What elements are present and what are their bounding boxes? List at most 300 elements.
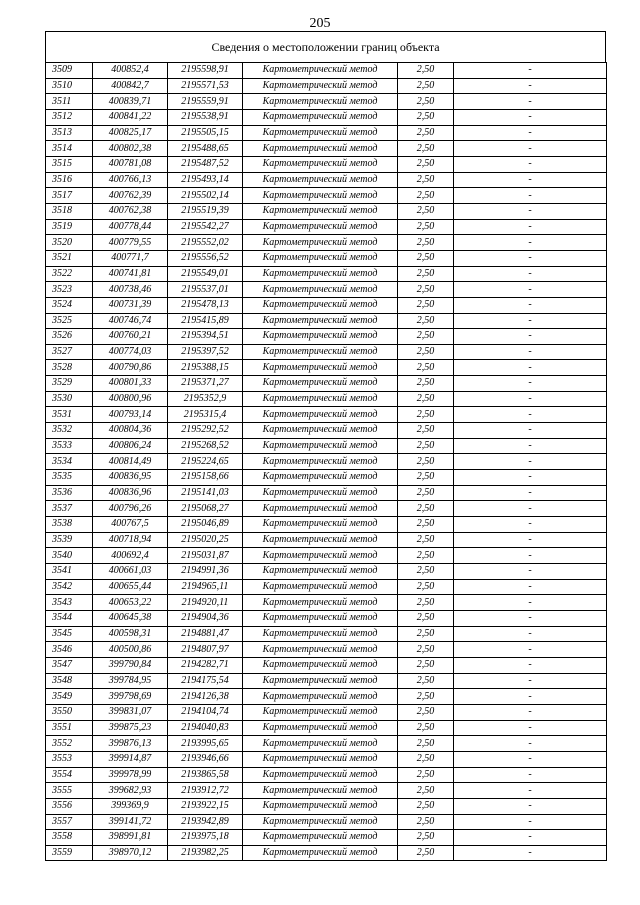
accuracy-cell: 2,50: [398, 626, 454, 642]
point-number-cell: 3510: [46, 78, 93, 94]
y-coordinate-cell: 2193975,18: [168, 830, 243, 846]
x-coordinate-cell: 399831,07: [93, 704, 168, 720]
accuracy-cell: 2,50: [398, 125, 454, 141]
x-coordinate-cell: 400598,31: [93, 626, 168, 642]
x-coordinate-cell: 400760,21: [93, 329, 168, 345]
point-number-cell: 3527: [46, 344, 93, 360]
description-cell: -: [454, 391, 607, 407]
y-coordinate-cell: 2195158,66: [168, 470, 243, 486]
point-number-cell: 3526: [46, 329, 93, 345]
method-cell: Картометрический метод: [243, 235, 398, 251]
x-coordinate-cell: 399790,84: [93, 657, 168, 673]
point-number-cell: 3521: [46, 250, 93, 266]
x-coordinate-cell: 400836,96: [93, 485, 168, 501]
description-cell: -: [454, 313, 607, 329]
table-row: [46, 767, 607, 783]
table-row: [46, 156, 607, 172]
description-cell: -: [454, 485, 607, 501]
method-cell: Картометрический метод: [243, 830, 398, 846]
table-row: [46, 830, 607, 846]
table-row: [46, 454, 607, 470]
accuracy-cell: 2,50: [398, 219, 454, 235]
accuracy-cell: 2,50: [398, 845, 454, 861]
description-cell: -: [454, 282, 607, 298]
table-row: [46, 203, 607, 219]
accuracy-cell: 2,50: [398, 376, 454, 392]
point-number-cell: 3557: [46, 814, 93, 830]
table-row: [46, 423, 607, 439]
point-number-cell: 3539: [46, 532, 93, 548]
method-cell: Картометрический метод: [243, 63, 398, 79]
table-row: [46, 250, 607, 266]
point-number-cell: 3512: [46, 109, 93, 125]
point-number-cell: 3528: [46, 360, 93, 376]
x-coordinate-cell: 400841,22: [93, 109, 168, 125]
y-coordinate-cell: 2193865,58: [168, 767, 243, 783]
y-coordinate-cell: 2195538,91: [168, 109, 243, 125]
point-number-cell: 3547: [46, 657, 93, 673]
method-cell: Картометрический метод: [243, 109, 398, 125]
accuracy-cell: 2,50: [398, 250, 454, 266]
description-cell: -: [454, 156, 607, 172]
point-number-cell: 3542: [46, 579, 93, 595]
accuracy-cell: 2,50: [398, 63, 454, 79]
accuracy-cell: 2,50: [398, 172, 454, 188]
method-cell: Картометрический метод: [243, 329, 398, 345]
table-row: [46, 235, 607, 251]
point-number-cell: 3540: [46, 548, 93, 564]
method-cell: Картометрический метод: [243, 720, 398, 736]
accuracy-cell: 2,50: [398, 783, 454, 799]
accuracy-cell: 2,50: [398, 438, 454, 454]
accuracy-cell: 2,50: [398, 109, 454, 125]
method-cell: Картометрический метод: [243, 814, 398, 830]
point-number-cell: 3559: [46, 845, 93, 861]
description-cell: -: [454, 845, 607, 861]
table-row: [46, 751, 607, 767]
accuracy-cell: 2,50: [398, 673, 454, 689]
accuracy-cell: 2,50: [398, 203, 454, 219]
table-row: [46, 297, 607, 313]
accuracy-cell: 2,50: [398, 485, 454, 501]
description-cell: -: [454, 798, 607, 814]
table-row: [46, 438, 607, 454]
y-coordinate-cell: 2193912,72: [168, 783, 243, 799]
x-coordinate-cell: 399978,99: [93, 767, 168, 783]
point-number-cell: 3552: [46, 736, 93, 752]
x-coordinate-cell: 400661,03: [93, 564, 168, 580]
y-coordinate-cell: 2193995,65: [168, 736, 243, 752]
description-cell: -: [454, 814, 607, 830]
x-coordinate-cell: 400731,39: [93, 297, 168, 313]
y-coordinate-cell: 2195552,02: [168, 235, 243, 251]
table-row: [46, 188, 607, 204]
point-number-cell: 3544: [46, 610, 93, 626]
accuracy-cell: 2,50: [398, 266, 454, 282]
description-cell: -: [454, 78, 607, 94]
accuracy-cell: 2,50: [398, 657, 454, 673]
description-cell: -: [454, 579, 607, 595]
description-cell: -: [454, 109, 607, 125]
method-cell: Картометрический метод: [243, 517, 398, 533]
method-cell: Картометрический метод: [243, 532, 398, 548]
description-cell: -: [454, 423, 607, 439]
table-row: [46, 360, 607, 376]
y-coordinate-cell: 2195068,27: [168, 501, 243, 517]
y-coordinate-cell: 2195371,27: [168, 376, 243, 392]
x-coordinate-cell: 400804,36: [93, 423, 168, 439]
y-coordinate-cell: 2195020,25: [168, 532, 243, 548]
accuracy-cell: 2,50: [398, 156, 454, 172]
table-row: [46, 657, 607, 673]
table-row: [46, 172, 607, 188]
table-row: [46, 517, 607, 533]
method-cell: Картометрический метод: [243, 391, 398, 407]
y-coordinate-cell: 2195352,9: [168, 391, 243, 407]
description-cell: -: [454, 689, 607, 705]
method-cell: Картометрический метод: [243, 203, 398, 219]
y-coordinate-cell: 2195292,52: [168, 423, 243, 439]
x-coordinate-cell: 400692,4: [93, 548, 168, 564]
x-coordinate-cell: 400655,44: [93, 579, 168, 595]
point-number-cell: 3556: [46, 798, 93, 814]
x-coordinate-cell: 400746,74: [93, 313, 168, 329]
method-cell: Картометрический метод: [243, 141, 398, 157]
x-coordinate-cell: 400762,38: [93, 203, 168, 219]
point-number-cell: 3534: [46, 454, 93, 470]
table-row: [46, 282, 607, 298]
accuracy-cell: 2,50: [398, 313, 454, 329]
accuracy-cell: 2,50: [398, 360, 454, 376]
description-cell: -: [454, 830, 607, 846]
table-row: [46, 376, 607, 392]
point-number-cell: 3525: [46, 313, 93, 329]
description-cell: -: [454, 673, 607, 689]
description-cell: -: [454, 517, 607, 533]
accuracy-cell: 2,50: [398, 642, 454, 658]
point-number-cell: 3550: [46, 704, 93, 720]
method-cell: Картометрический метод: [243, 344, 398, 360]
x-coordinate-cell: 399682,93: [93, 783, 168, 799]
page-number: 205: [309, 16, 331, 31]
x-coordinate-cell: 400779,55: [93, 235, 168, 251]
method-cell: Картометрический метод: [243, 704, 398, 720]
y-coordinate-cell: 2194920,11: [168, 595, 243, 611]
y-coordinate-cell: 2195046,89: [168, 517, 243, 533]
table-row: [46, 548, 607, 564]
x-coordinate-cell: 400766,13: [93, 172, 168, 188]
table-row: [46, 485, 607, 501]
accuracy-cell: 2,50: [398, 579, 454, 595]
x-coordinate-cell: 400762,39: [93, 188, 168, 204]
table-row: [46, 736, 607, 752]
accuracy-cell: 2,50: [398, 423, 454, 439]
accuracy-cell: 2,50: [398, 610, 454, 626]
description-cell: -: [454, 704, 607, 720]
point-number-cell: 3549: [46, 689, 93, 705]
point-number-cell: 3530: [46, 391, 93, 407]
accuracy-cell: 2,50: [398, 94, 454, 110]
point-number-cell: 3555: [46, 783, 93, 799]
x-coordinate-cell: 399875,23: [93, 720, 168, 736]
y-coordinate-cell: 2195549,01: [168, 266, 243, 282]
table-row: [46, 63, 607, 79]
point-number-cell: 3509: [46, 63, 93, 79]
method-cell: Картометрический метод: [243, 188, 398, 204]
description-cell: -: [454, 610, 607, 626]
accuracy-cell: 2,50: [398, 564, 454, 580]
table-row: [46, 783, 607, 799]
method-cell: Картометрический метод: [243, 313, 398, 329]
point-number-cell: 3518: [46, 203, 93, 219]
accuracy-cell: 2,50: [398, 751, 454, 767]
table-row: [46, 704, 607, 720]
description-cell: -: [454, 767, 607, 783]
method-cell: Картометрический метод: [243, 94, 398, 110]
table-row: [46, 329, 607, 345]
method-cell: Картометрический метод: [243, 767, 398, 783]
method-cell: Картометрический метод: [243, 642, 398, 658]
y-coordinate-cell: 2195537,01: [168, 282, 243, 298]
table-row: [46, 689, 607, 705]
description-cell: -: [454, 219, 607, 235]
boundary-table-sheet: [45, 31, 606, 861]
description-cell: -: [454, 454, 607, 470]
y-coordinate-cell: 2194282,71: [168, 657, 243, 673]
table-row: [46, 814, 607, 830]
accuracy-cell: 2,50: [398, 704, 454, 720]
point-number-cell: 3517: [46, 188, 93, 204]
accuracy-cell: 2,50: [398, 736, 454, 752]
table-row: [46, 470, 607, 486]
accuracy-cell: 2,50: [398, 767, 454, 783]
point-number-cell: 3535: [46, 470, 93, 486]
y-coordinate-cell: 2194965,11: [168, 579, 243, 595]
accuracy-cell: 2,50: [398, 297, 454, 313]
x-coordinate-cell: 399784,95: [93, 673, 168, 689]
point-number-cell: 3513: [46, 125, 93, 141]
table-row: [46, 109, 607, 125]
accuracy-cell: 2,50: [398, 141, 454, 157]
x-coordinate-cell: 400774,03: [93, 344, 168, 360]
y-coordinate-cell: 2194904,36: [168, 610, 243, 626]
method-cell: Картометрический метод: [243, 172, 398, 188]
method-cell: Картометрический метод: [243, 470, 398, 486]
x-coordinate-cell: 400741,81: [93, 266, 168, 282]
y-coordinate-cell: 2195542,27: [168, 219, 243, 235]
accuracy-cell: 2,50: [398, 720, 454, 736]
point-number-cell: 3532: [46, 423, 93, 439]
y-coordinate-cell: 2195397,52: [168, 344, 243, 360]
y-coordinate-cell: 2195519,39: [168, 203, 243, 219]
table-row: [46, 532, 607, 548]
description-cell: -: [454, 141, 607, 157]
description-cell: -: [454, 642, 607, 658]
x-coordinate-cell: 400842,7: [93, 78, 168, 94]
y-coordinate-cell: 2195488,65: [168, 141, 243, 157]
y-coordinate-cell: 2195505,15: [168, 125, 243, 141]
description-cell: -: [454, 203, 607, 219]
y-coordinate-cell: 2195502,14: [168, 188, 243, 204]
table-row: [46, 595, 607, 611]
x-coordinate-cell: 400781,08: [93, 156, 168, 172]
accuracy-cell: 2,50: [398, 235, 454, 251]
y-coordinate-cell: 2195315,4: [168, 407, 243, 423]
y-coordinate-cell: 2193942,89: [168, 814, 243, 830]
description-cell: -: [454, 626, 607, 642]
y-coordinate-cell: 2194881,47: [168, 626, 243, 642]
method-cell: Картометрический метод: [243, 751, 398, 767]
table-row: [46, 266, 607, 282]
accuracy-cell: 2,50: [398, 407, 454, 423]
method-cell: Картометрический метод: [243, 798, 398, 814]
table-row: [46, 391, 607, 407]
point-number-cell: 3553: [46, 751, 93, 767]
accuracy-cell: 2,50: [398, 391, 454, 407]
point-number-cell: 3536: [46, 485, 93, 501]
accuracy-cell: 2,50: [398, 798, 454, 814]
point-number-cell: 3541: [46, 564, 93, 580]
description-cell: -: [454, 564, 607, 580]
y-coordinate-cell: 2193922,15: [168, 798, 243, 814]
method-cell: Картометрический метод: [243, 423, 398, 439]
point-number-cell: 3546: [46, 642, 93, 658]
table-row: [46, 798, 607, 814]
method-cell: Картометрический метод: [243, 595, 398, 611]
description-cell: -: [454, 751, 607, 767]
x-coordinate-cell: 400806,24: [93, 438, 168, 454]
y-coordinate-cell: 2194040,83: [168, 720, 243, 736]
point-number-cell: 3545: [46, 626, 93, 642]
point-number-cell: 3514: [46, 141, 93, 157]
table-row: [46, 125, 607, 141]
y-coordinate-cell: 2195268,52: [168, 438, 243, 454]
method-cell: Картометрический метод: [243, 673, 398, 689]
y-coordinate-cell: 2194175,54: [168, 673, 243, 689]
method-cell: Картометрический метод: [243, 78, 398, 94]
point-number-cell: 3537: [46, 501, 93, 517]
point-number-cell: 3515: [46, 156, 93, 172]
x-coordinate-cell: 400790,86: [93, 360, 168, 376]
table-row: [46, 78, 607, 94]
y-coordinate-cell: 2195559,91: [168, 94, 243, 110]
x-coordinate-cell: 400718,94: [93, 532, 168, 548]
accuracy-cell: 2,50: [398, 329, 454, 345]
description-cell: -: [454, 657, 607, 673]
x-coordinate-cell: 400793,14: [93, 407, 168, 423]
y-coordinate-cell: 2195224,65: [168, 454, 243, 470]
x-coordinate-cell: 400836,95: [93, 470, 168, 486]
table-row: [46, 407, 607, 423]
point-number-cell: 3551: [46, 720, 93, 736]
table-row: [46, 219, 607, 235]
description-cell: -: [454, 720, 607, 736]
accuracy-cell: 2,50: [398, 532, 454, 548]
y-coordinate-cell: 2195394,51: [168, 329, 243, 345]
x-coordinate-cell: 400796,26: [93, 501, 168, 517]
table-row: [46, 344, 607, 360]
table-row: [46, 845, 607, 861]
table-row: [46, 94, 607, 110]
method-cell: Картометрический метод: [243, 783, 398, 799]
description-cell: -: [454, 172, 607, 188]
method-cell: Картометрический метод: [243, 125, 398, 141]
description-cell: -: [454, 329, 607, 345]
method-cell: Картометрический метод: [243, 485, 398, 501]
y-coordinate-cell: 2195571,53: [168, 78, 243, 94]
y-coordinate-cell: 2195141,03: [168, 485, 243, 501]
point-number-cell: 3522: [46, 266, 93, 282]
x-coordinate-cell: 398970,12: [93, 845, 168, 861]
description-cell: -: [454, 438, 607, 454]
x-coordinate-cell: 399798,69: [93, 689, 168, 705]
method-cell: Картометрический метод: [243, 376, 398, 392]
point-number-cell: 3523: [46, 282, 93, 298]
method-cell: Картометрический метод: [243, 579, 398, 595]
table-title: Сведения о местоположении границ объекта: [45, 31, 606, 62]
accuracy-cell: 2,50: [398, 78, 454, 94]
y-coordinate-cell: 2193946,66: [168, 751, 243, 767]
description-cell: -: [454, 125, 607, 141]
description-cell: -: [454, 235, 607, 251]
accuracy-cell: 2,50: [398, 282, 454, 298]
method-cell: Картометрический метод: [243, 219, 398, 235]
table-body: [46, 63, 607, 861]
x-coordinate-cell: 400653,22: [93, 595, 168, 611]
x-coordinate-cell: 399141,72: [93, 814, 168, 830]
point-number-cell: 3529: [46, 376, 93, 392]
method-cell: Картометрический метод: [243, 297, 398, 313]
description-cell: -: [454, 736, 607, 752]
method-cell: Картометрический метод: [243, 282, 398, 298]
table-row: [46, 720, 607, 736]
method-cell: Картометрический метод: [243, 250, 398, 266]
method-cell: Картометрический метод: [243, 548, 398, 564]
x-coordinate-cell: 400801,33: [93, 376, 168, 392]
point-number-cell: 3558: [46, 830, 93, 846]
method-cell: Картометрический метод: [243, 438, 398, 454]
point-number-cell: 3520: [46, 235, 93, 251]
description-cell: -: [454, 360, 607, 376]
description-cell: -: [454, 344, 607, 360]
method-cell: Картометрический метод: [243, 156, 398, 172]
table-row: [46, 579, 607, 595]
table-row: [46, 313, 607, 329]
point-number-cell: 3516: [46, 172, 93, 188]
x-coordinate-cell: 400500,86: [93, 642, 168, 658]
x-coordinate-cell: 400645,38: [93, 610, 168, 626]
method-cell: Картометрический метод: [243, 454, 398, 470]
description-cell: -: [454, 595, 607, 611]
method-cell: Картометрический метод: [243, 610, 398, 626]
accuracy-cell: 2,50: [398, 689, 454, 705]
table-row: [46, 141, 607, 157]
description-cell: -: [454, 297, 607, 313]
method-cell: Картометрический метод: [243, 266, 398, 282]
table-row: [46, 501, 607, 517]
point-number-cell: 3524: [46, 297, 93, 313]
method-cell: Картометрический метод: [243, 845, 398, 861]
accuracy-cell: 2,50: [398, 454, 454, 470]
accuracy-cell: 2,50: [398, 517, 454, 533]
y-coordinate-cell: 2195478,13: [168, 297, 243, 313]
accuracy-cell: 2,50: [398, 595, 454, 611]
x-coordinate-cell: 400738,46: [93, 282, 168, 298]
method-cell: Картометрический метод: [243, 689, 398, 705]
x-coordinate-cell: 398991,81: [93, 830, 168, 846]
description-cell: -: [454, 94, 607, 110]
description-cell: -: [454, 470, 607, 486]
